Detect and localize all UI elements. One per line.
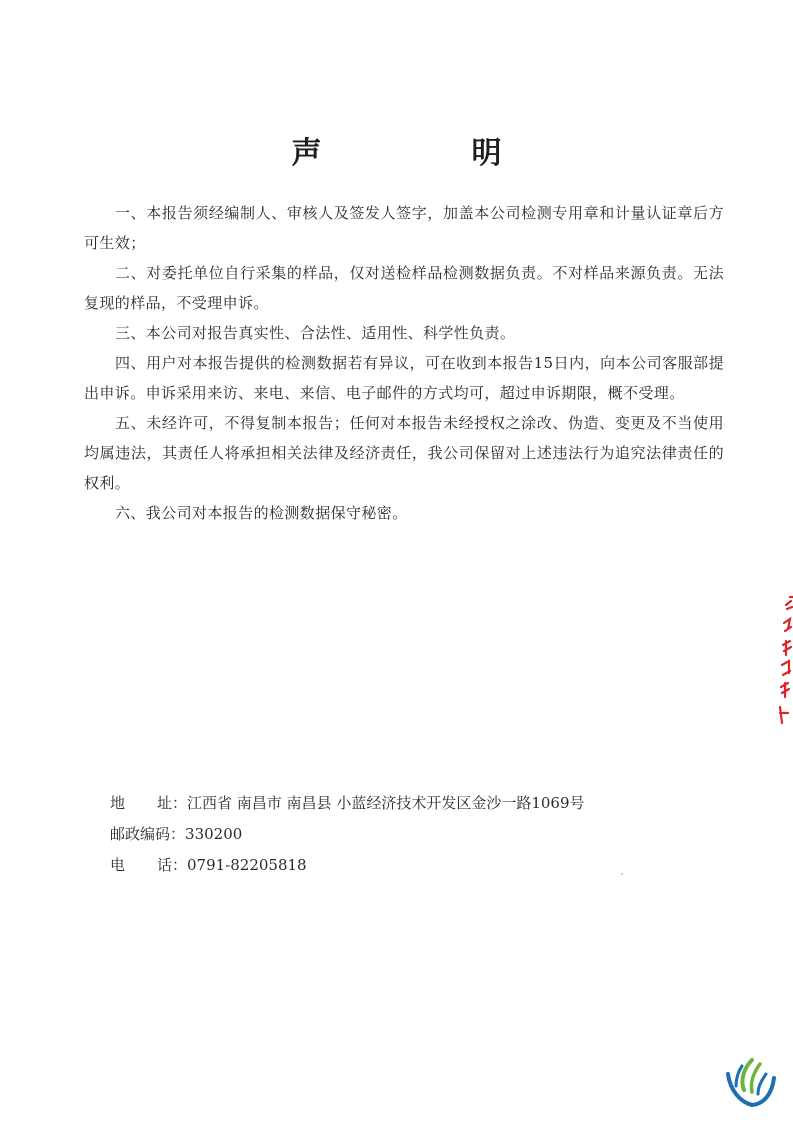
- clause-3: 三、本公司对报告真实性、合法性、适用性、科学性负责。: [115, 324, 516, 342]
- postcode-separator: ：: [170, 825, 186, 843]
- page-title: 声 明: [291, 136, 562, 172]
- clause-6: 六、我公司对本报告的检测数据保守秘密。: [115, 504, 408, 522]
- phone-label: 电话: [110, 856, 172, 874]
- company-logo-icon: [722, 1052, 780, 1112]
- address-row: [110, 788, 585, 819]
- postcode-row: [110, 819, 585, 850]
- phone-separator: ：: [172, 856, 188, 874]
- partial-red-seal-icon: [772, 595, 793, 733]
- phone-row: [110, 850, 585, 881]
- clause-2: 二、对委托单位自行采集的样品，仅对送检样品检测数据负责。不对样品来源负责。无法复现的样品，不受理申诉。: [84, 264, 724, 312]
- postcode-value: 330200: [185, 825, 243, 843]
- postcode-label: 邮政编码: [110, 825, 171, 843]
- clause-5: 五、未经许可，不得复制本报告；任何对本报告未经授权之涂改、伪造、变更及不当使用均属违法，其责任人将承担相关法律及经济责任，我公司保留对上述违法行为追究法律责任的权利。: [84, 414, 724, 492]
- address-separator: ：: [172, 794, 188, 812]
- scan-speck: [621, 873, 623, 875]
- contact-block: [110, 788, 585, 881]
- declaration-clauses: [84, 198, 724, 528]
- address-value: 江西省 南昌市 南昌县 小蓝经济技术开发区金沙一路1069号: [187, 794, 585, 812]
- clause-4: 四、用户对本报告提供的检测数据若有异议，可在收到本报告15日内，向本公司客服部提出申诉。申诉采用来访、来电、来信、电子邮件的方式均可，超过申诉期限，概不受理。: [84, 354, 724, 402]
- phone-value: 0791-82205818: [187, 856, 307, 874]
- address-label: 地址: [110, 794, 172, 812]
- clause-1: 一、本报告须经编制人、审核人及签发人签字，加盖本公司检测专用章和计量认证章后方可生效；: [84, 204, 724, 252]
